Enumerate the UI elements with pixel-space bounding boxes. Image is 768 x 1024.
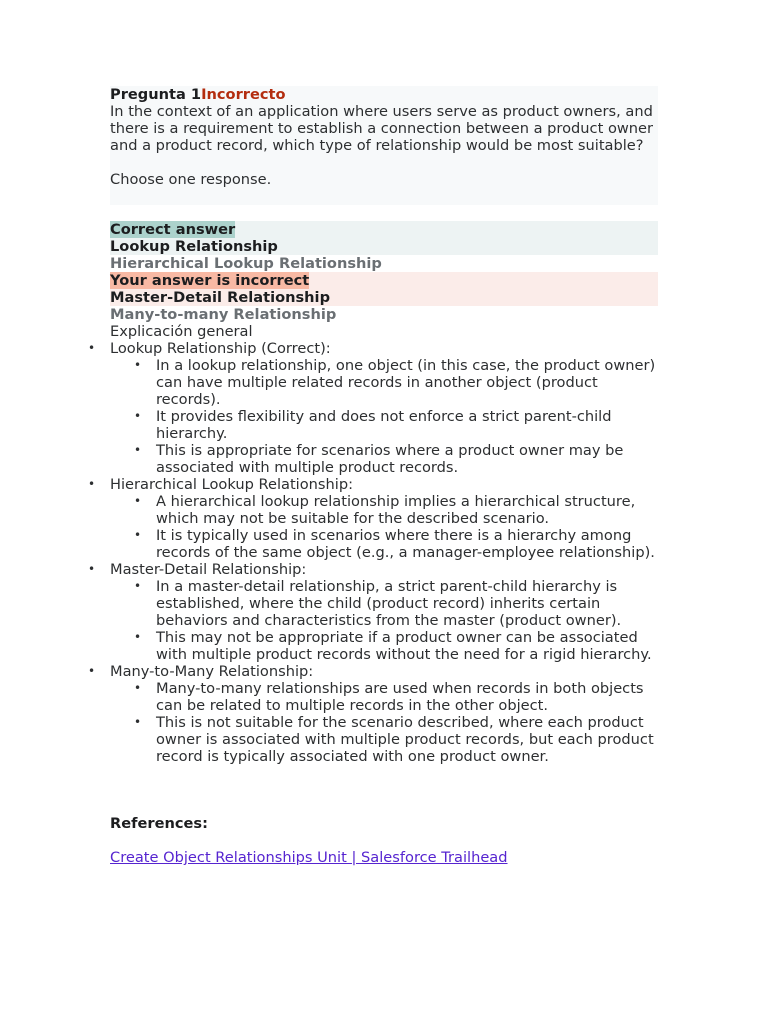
explanation-item <box>110 476 658 561</box>
answer-option-selected[interactable]: Master-Detail Relationship <box>110 289 658 306</box>
explanation-item <box>110 663 658 765</box>
quiz-review <box>110 86 658 866</box>
explanation-heading: Many-to-Many Relationship: <box>110 663 314 680</box>
answer-option[interactable]: Hierarchical Lookup Relationship <box>110 255 382 272</box>
explanation-point: • It is typically used in scenarios where there is a hierarchy among records of the same object (e.g., a manager-employee relationship). <box>156 527 658 561</box>
question-number: Pregunta 1 <box>110 86 202 103</box>
explanation-title: Explicación general <box>110 323 253 340</box>
references-list <box>110 849 658 866</box>
explanation-point: • This is appropriate for scenarios where a product owner may be associated with multiple product records. <box>156 442 658 476</box>
correct-answer-banner <box>110 221 658 238</box>
explanation-points <box>110 493 658 561</box>
explanation-points <box>110 680 658 765</box>
explanation-item <box>110 561 658 663</box>
explanation-item <box>110 340 658 476</box>
explanation-point: • In a master-detail relationship, a strict parent-child hierarchy is established, where the child (product record) inherits certain behaviors and characteristics from the master (product owner). <box>156 578 658 629</box>
explanation-heading: Lookup Relationship (Correct): <box>110 340 331 357</box>
question-block <box>110 86 658 205</box>
explanation-heading: Master-Detail Relationship: <box>110 561 307 578</box>
reference-link[interactable]: Create Object Relationships Unit | Salesforce Trailhead <box>110 849 508 866</box>
question-header <box>110 86 658 103</box>
answer-option[interactable]: Many-to-many Relationship <box>110 306 337 323</box>
explanation-point: • This is not suitable for the scenario described, where each product owner is associated with multiple product records, but each product record is typically associated with one product owner. <box>156 714 658 765</box>
correct-answer-label: Correct answer <box>110 221 236 238</box>
explanation-list <box>110 340 658 765</box>
explanation-point: • In a lookup relationship, one object (in this case, the product owner) can have multiple related records in another object (product records). <box>156 357 658 408</box>
explanation-point: • A hierarchical lookup relationship implies a hierarchical structure, which may not be suitable for the described scenario. <box>156 493 658 527</box>
incorrect-answer-banner <box>110 272 658 289</box>
incorrect-answer-label: Your answer is incorrect <box>110 272 310 289</box>
explanation-point: • Many-to-many relationships are used when records in both objects can be related to multiple records in the other object. <box>156 680 658 714</box>
explanation-point: • This may not be appropriate if a product owner can be associated with multiple product records without the need for a rigid hierarchy. <box>156 629 658 663</box>
answer-option-correct[interactable]: Lookup Relationship <box>110 238 658 255</box>
question-text: In the context of an application where users serve as product owners, and there is a requirement to establish a connection between a product owner and a product record, which type of relationship would be most suitable? <box>110 103 654 154</box>
question-status: Incorrecto <box>201 86 286 103</box>
question-instruction: Choose one response. <box>110 171 272 188</box>
explanation-heading: Hierarchical Lookup Relationship: <box>110 476 354 493</box>
explanation-points <box>110 357 658 476</box>
references-title: References: <box>110 815 208 832</box>
explanation-points <box>110 578 658 663</box>
explanation-point: • It provides flexibility and does not enforce a strict parent-child hierarchy. <box>156 408 658 442</box>
